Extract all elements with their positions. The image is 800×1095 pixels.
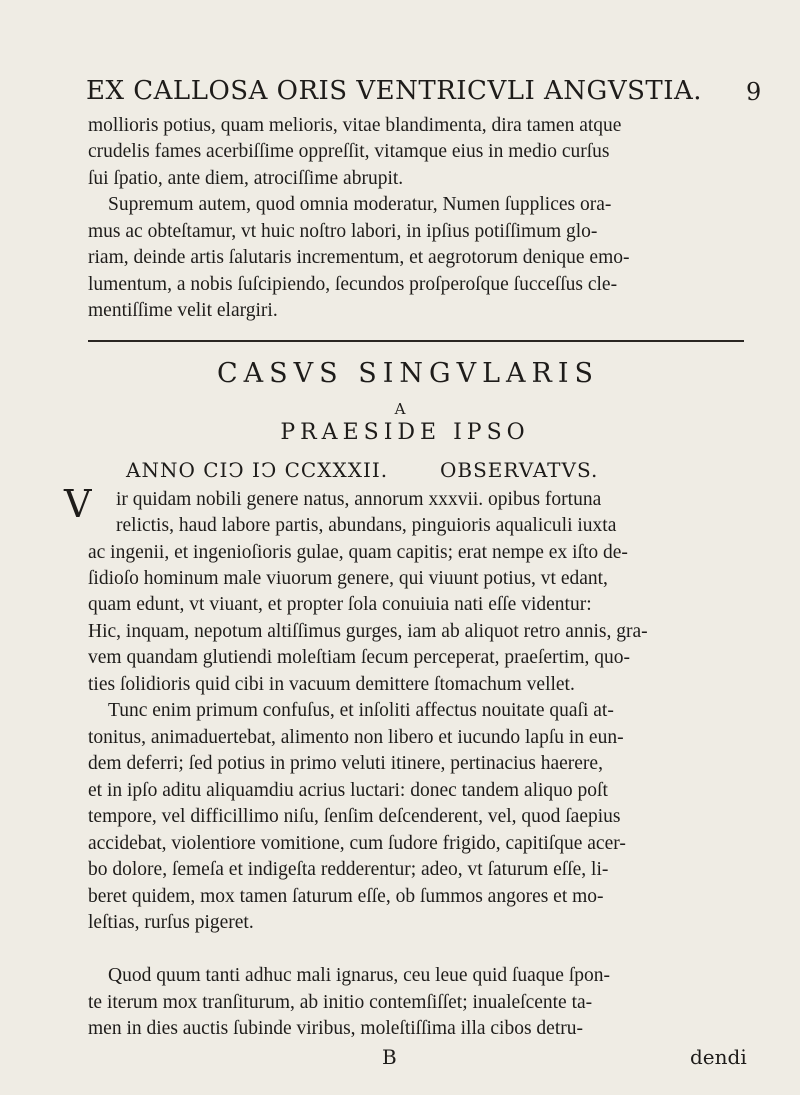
body-line: bo dolore, ſemeſa et indigeſta redderentur; adeo, vt ſaturum eſſe, li- <box>88 859 609 880</box>
body-line: Tunc enim primum confuſus, et inſoliti affectus nouitate quaſi at- <box>108 700 614 721</box>
body-line: dem deferri; ſed potius in primo veluti itinere, pertinacius haerere, <box>88 753 603 774</box>
body-line: ſidioſo hominum male viuorum genere, qui viuunt potius, vt edant, <box>88 568 608 589</box>
body-line: vem quandam glutiendi moleſtiam ſecum perceperat, praeſertim, quo- <box>88 647 631 668</box>
intro-line: mus ac obteſtamur, vt huic noſtro labori, in ipſius potiſſimum glo- <box>88 221 598 242</box>
body-line: tempore, vel difficillimo niſu, ſenſim deſcenderent, vel, quod ſaepius <box>88 806 621 827</box>
body-line: ties ſolidioris quid cibi in vacuum demittere ſtomachum vellet. <box>88 674 575 695</box>
body-line: beret quidem, mox tamen ſaturum eſſe, ob ſummos angores et mo- <box>88 886 604 907</box>
case-title: CASVS SINGVLARIS <box>216 358 599 389</box>
intro-line: ſui ſpatio, ante diem, atrociſſime abrupit. <box>88 168 404 189</box>
intro-line: mollioris potius, quam melioris, vitae blandimenta, dira tamen atque <box>88 115 622 136</box>
intro-line: crudelis fames acerbiſſime oppreſſit, vitamque eius in medio curſus <box>88 141 610 162</box>
intro-line: Supremum autem, quod omnia moderatur, Numen ſupplices ora- <box>108 194 612 215</box>
body-line: Quod quum tanti adhuc mali ignarus, ceu leue quid ſuaque ſpon- <box>108 965 611 986</box>
body-line: et in ipſo aditu aliquamdiu acrius luctari: donec tandem aliquo poſt <box>88 780 608 801</box>
case-a: A <box>394 400 406 418</box>
observatvs-label: OBSERVATVS. <box>440 458 599 482</box>
body-line: quam edunt, vt viuant, et propter ſola conuiuia nati eſſe videntur: <box>88 594 592 615</box>
page-number: 9 <box>746 78 762 106</box>
signature-mark: B <box>382 1045 397 1069</box>
body-line: ir quidam nobili genere natus, annorum xxxvii. opibus fortuna <box>116 489 602 510</box>
intro-line: mentiſſime velit elargiri. <box>88 300 278 321</box>
running-title: EX CALLOSA ORIS VENTRICVLI ANGVSTIA. <box>86 76 703 106</box>
body-line: accidebat, violentiore vomitione, cum ſudore frigido, capitiſque acer- <box>88 833 626 854</box>
body-line: te iterum mox tranſiturum, ab initio contemſiſſet; inualeſcente ta- <box>88 992 593 1013</box>
body-line: Hic, inquam, nepotum altiſſimus gurges, iam ab aliquot retro annis, gra- <box>88 621 648 642</box>
drop-cap: V <box>64 482 92 526</box>
section-rule <box>88 340 744 342</box>
intro-line: riam, deinde artis ſalutaris incrementum, et aegrotorum denique emo- <box>88 247 630 268</box>
intro-line: lumentum, a nobis ſuſcipiendo, ſecundos proſperoſque ſucceſſus cle- <box>88 274 618 295</box>
catchword: dendi <box>690 1045 747 1069</box>
body-line: men in dies auctis ſubinde viribus, moleſtiſſima illa cibos detru- <box>88 1018 583 1039</box>
body-line: tonitus, animaduertebat, alimento non libero et iucundo lapſu in eun- <box>88 727 624 748</box>
anno-line: ANNO CIↃ IↃ CCXXXII. <box>126 458 389 482</box>
body-line: ac ingenii, et ingenioſioris gulae, quam capitis; erat nempe ex iſto de- <box>88 542 628 563</box>
body-line: leſtias, rurſus pigeret. <box>88 912 254 933</box>
body-line: relictis, haud labore partis, abundans, pinguioris aqualiculi iuxta <box>116 515 617 536</box>
case-praeside: PRAESIDE IPSO <box>280 420 530 445</box>
